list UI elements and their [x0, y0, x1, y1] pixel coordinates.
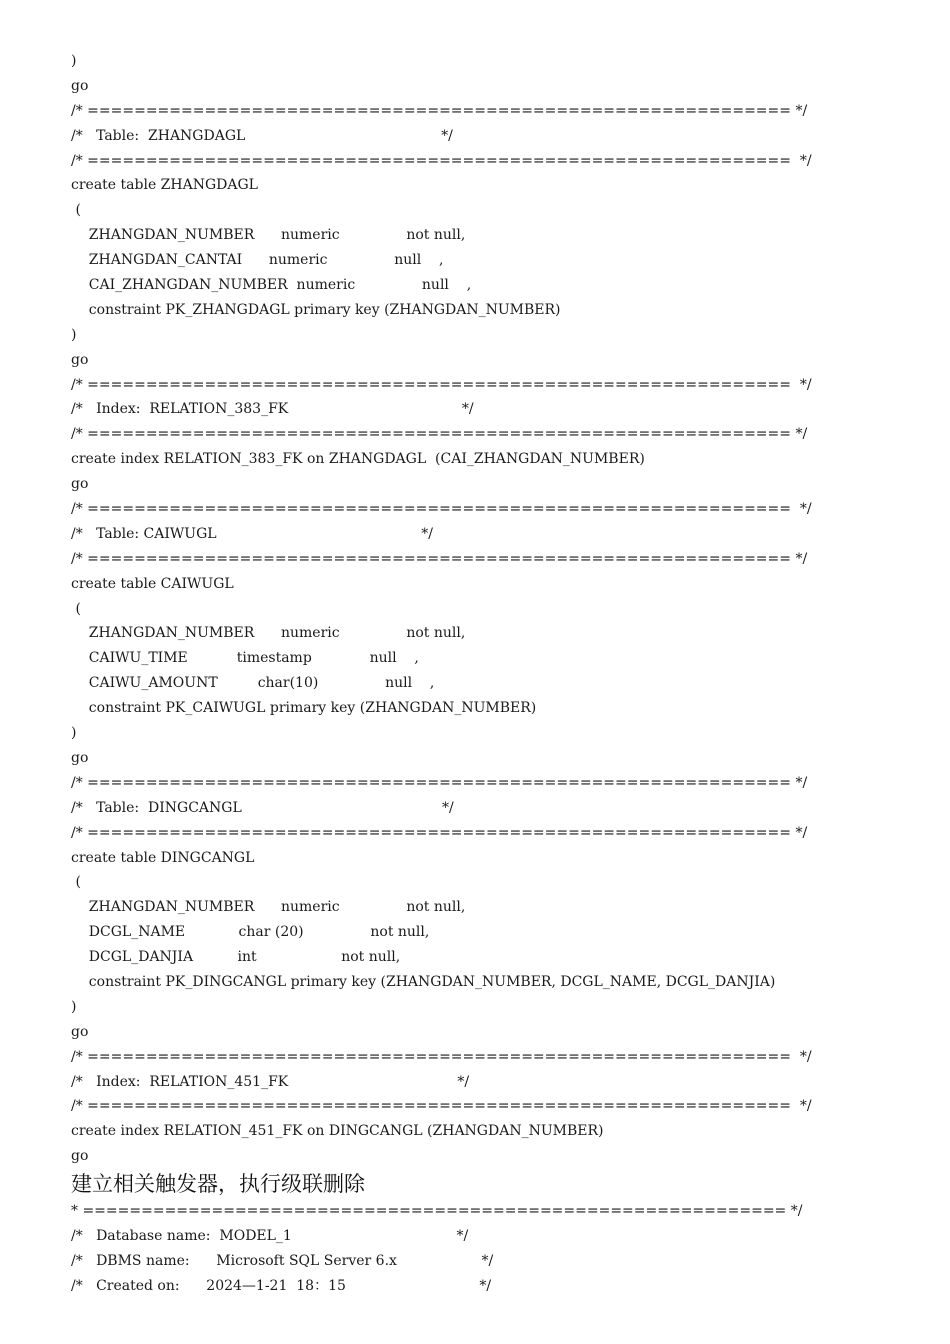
code-line: /* ============================================================ */ — [71, 426, 808, 443]
code-line: ZHANGDAN_NUMBER numeric not null, — [71, 625, 466, 642]
code-line: ZHANGDAN_CANTAI numeric null , — [71, 252, 444, 269]
code-line: /* Table: DINGCANGL */ — [71, 799, 454, 816]
code-line: create index RELATION_383_FK on ZHANGDAGL (CAI_ZHANGDAN_NUMBER) — [71, 451, 645, 468]
code-line: create table CAIWUGL — [71, 575, 234, 592]
code-line: /* Index: RELATION_451_FK */ — [71, 1073, 470, 1090]
code-line: go — [71, 476, 89, 493]
code-line: ) — [71, 998, 77, 1015]
code-line: ) — [71, 725, 77, 742]
code-line: /* ============================================================ */ — [71, 152, 812, 169]
code-line: go — [71, 1148, 89, 1165]
code-line: DCGL_DANJIA int not null, — [71, 949, 401, 966]
code-line: constraint PK_DINGCANGL primary key (ZHANGDAN_NUMBER, DCGL_NAME, DCGL_DANJIA) — [71, 973, 776, 990]
code-line: create table DINGCANGL — [71, 849, 255, 866]
section-heading: 建立相关触发器，执行级联删除 — [71, 1172, 365, 1197]
code-line: CAIWU_AMOUNT char(10) null , — [71, 675, 435, 692]
code-line: /* Table: CAIWUGL */ — [71, 525, 434, 542]
code-line: ( — [71, 600, 81, 617]
code-line: ) — [71, 326, 77, 343]
code-line: CAI_ZHANGDAN_NUMBER numeric null , — [71, 277, 472, 294]
code-line: go — [71, 351, 89, 368]
code-line: /* Created on: 2024—1-21 18：15 */ — [71, 1277, 492, 1294]
code-line: go — [71, 749, 89, 766]
code-line: go — [71, 1023, 89, 1040]
code-line: ( — [71, 874, 81, 891]
code-line: ( — [71, 202, 81, 219]
code-line: ZHANGDAN_NUMBER numeric not null, — [71, 227, 466, 244]
code-line: /* ============================================================ */ — [71, 1048, 812, 1065]
code-line: /* ============================================================ */ — [71, 376, 812, 393]
code-line: /* ============================================================ */ — [71, 824, 808, 841]
code-line: /* ============================================================ */ — [71, 1098, 812, 1115]
code-line: go — [71, 77, 89, 94]
code-line: CAIWU_TIME timestamp null , — [71, 650, 419, 667]
code-line: /* Database name: MODEL_1 */ — [71, 1227, 469, 1244]
code-line: /* Table: ZHANGDAGL */ — [71, 127, 453, 144]
code-line: /* ============================================================ */ — [71, 550, 808, 567]
code-line: ) — [71, 53, 77, 69]
code-line: constraint PK_ZHANGDAGL primary key (ZHANGDAN_NUMBER) — [71, 301, 561, 318]
code-line: ZHANGDAN_NUMBER numeric not null, — [71, 899, 466, 916]
code-line: /* ============================================================ */ — [71, 774, 808, 791]
code-line: * ============================================================ */ — [71, 1203, 803, 1220]
code-line: create index RELATION_451_FK on DINGCANGL (ZHANGDAN_NUMBER) — [71, 1123, 604, 1140]
code-line: DCGL_NAME char (20) not null, — [71, 924, 430, 941]
code-line: create table ZHANGDAGL — [71, 177, 258, 194]
document-body — [71, 49, 901, 1299]
code-line: /* DBMS name: Microsoft SQL Server 6.x */ — [71, 1252, 494, 1269]
code-line: /* ============================================================ */ — [71, 102, 808, 119]
code-line: /* Index: RELATION_383_FK */ — [71, 401, 474, 418]
code-line: /* ============================================================ */ — [71, 501, 812, 518]
code-line: constraint PK_CAIWUGL primary key (ZHANGDAN_NUMBER) — [71, 700, 537, 717]
